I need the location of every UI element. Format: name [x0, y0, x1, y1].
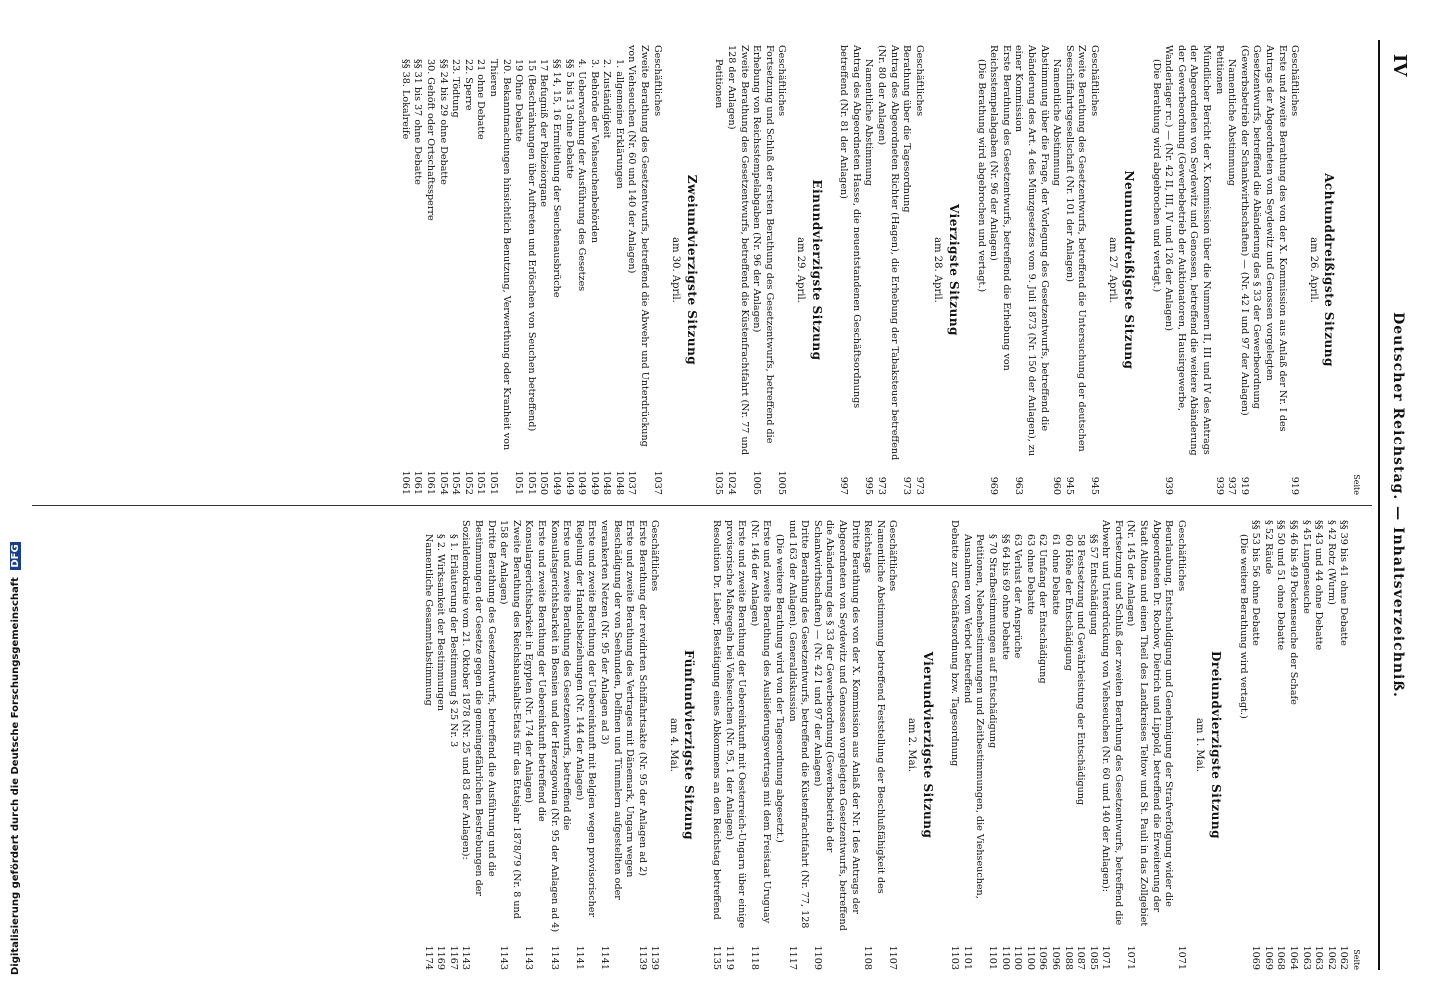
entry-text: §§ 5 bis 13 ohne Debatte — [563, 59, 575, 179]
entry-text: Erste und zweite Berathung der Uebereinkunft betreffend die Konsulargerichtsbarkeit in Egypten (Nr. 174 der Anlagen) — [523, 520, 547, 822]
page-number: IV — [1389, 54, 1410, 77]
entry-text: 23. Tödtung — [450, 59, 462, 118]
entry-page: 1101 — [961, 945, 973, 970]
entry-page: 1068 — [1275, 945, 1287, 970]
toc-entry — [524, 45, 537, 495]
session-heading — [904, 520, 933, 970]
entry-text: 62 Umfang der Entschädigung — [1037, 534, 1049, 684]
toc-entry — [600, 45, 613, 495]
digitization-credit — [8, 426, 30, 986]
entry-page: 1169 — [435, 945, 447, 970]
entry-page: 1051 — [487, 470, 499, 495]
toc-entry — [562, 45, 575, 495]
entry-page: 1050 — [538, 470, 550, 495]
entry-page: 1100 — [1024, 945, 1036, 970]
entry-text: 61 ohne Debatte — [1049, 534, 1061, 615]
entry-page: 1071 — [1100, 945, 1112, 970]
entry-text: Fortsetzung und Schluß der ersten Berathung des Gesetzentwurfs, betreffend die Erhebung von Reichsstempelabgaben (Nr. 96 der Anlagen) — [751, 45, 775, 444]
toc-entry — [750, 45, 775, 495]
toc-entry — [423, 45, 436, 495]
entry-page: 1062 — [1338, 945, 1350, 970]
entry-text: 20. Bekanntmachungen hinsichtlich Benutzung, Verwerthung oder Kranheit von Thieren — [487, 59, 512, 451]
session-heading — [1106, 45, 1135, 495]
entry-page: 963 — [1013, 476, 1025, 495]
toc-entry — [837, 45, 862, 495]
entry-text: Dritte Berathung des Gesetzentwurfs, betreffend die Küstenfrachtfahrt (Nr. 77, 128 und 163 der Anlagen). Generaldiskussion — [786, 520, 811, 929]
entry-page: 1069 — [1262, 945, 1274, 970]
entry-text: Namentliche Abstimmung betreffend Feststellung der Beschlußfähigkeit des Reichstags — [862, 520, 886, 894]
toc-entry — [1274, 520, 1287, 970]
toc-entry — [1249, 520, 1262, 970]
entry-text: Berathung über die Tagesordnung — [901, 45, 913, 213]
session-date: am 30. April. — [670, 237, 682, 303]
entry-text: 63 Verlust der Ansprüche — [1012, 534, 1024, 659]
toc-entry — [459, 520, 497, 970]
entry-page: 1141 — [573, 945, 585, 970]
entry-text: § 70 Strafbestimmungen auf Entschädigung — [986, 534, 998, 749]
entry-page: 997 — [838, 476, 850, 495]
toc-entry — [985, 520, 998, 970]
toc-entry — [549, 45, 562, 495]
toc-entry — [547, 520, 572, 970]
entry-text: §§ 53 bis 56 ohne Debatte — [1250, 520, 1262, 646]
entry-page: 960 — [1051, 476, 1063, 495]
toc-entry — [810, 520, 860, 970]
entry-text: §§ 31 bis 37 ohne Debatte — [412, 59, 424, 185]
toc-entry — [998, 520, 1011, 970]
entry-page: 1063 — [1300, 945, 1312, 970]
entry-page: 1051 — [525, 470, 537, 495]
entry-text: 3. Behörde der Viehseuchenbehörden — [588, 59, 600, 244]
entry-page: 1037 — [626, 470, 638, 495]
entry-text: Petitionen — [713, 59, 725, 109]
entry-text: §§ 14, 15, 16 Ermittelung der Seuchenausbrüche — [550, 59, 562, 298]
toc-entry — [411, 45, 424, 495]
entry-page: 1049 — [588, 470, 600, 495]
entry-page: 1063 — [1313, 945, 1325, 970]
entry-text: Erste und zweite Berathung des Auslieferungsvertrags mit dem Freistaat Uruguay (Nr. 146 der Anlagen) — [748, 520, 773, 924]
entry-text: § 52 Räude — [1262, 520, 1274, 575]
toc-entry — [724, 45, 749, 495]
seite-label: Seite — [1352, 949, 1361, 970]
toc-entry — [1299, 520, 1312, 970]
entry-text: § 45 Lungenseuche — [1300, 520, 1312, 614]
entry-text: Geschäftliches — [1289, 45, 1301, 117]
entry-page: 1069 — [1250, 945, 1262, 970]
entry-page: 1037 — [651, 470, 663, 495]
toc-entry — [712, 45, 725, 495]
entry-text: Zweite Berathung des Gesetzentwurfs, betreffend die Abwehr und Unterdrückung von Viehseuchen (Nr. 60 und 140 der Anlagen) — [626, 45, 651, 447]
entry-page: 1139 — [636, 945, 648, 970]
toc-entry — [1074, 520, 1087, 970]
entry-page: 973 — [901, 476, 913, 495]
entry-page: 1088 — [1062, 945, 1074, 970]
entry-page: 1054 — [450, 470, 462, 495]
credit-text — [10, 542, 21, 975]
toc-entry — [1062, 45, 1087, 495]
session-date: am 4. Mai. — [667, 718, 679, 772]
entry-text: (Die Berathung wird abgebrochen und vertagt.) — [975, 59, 987, 293]
entry-text: Geschäftliches — [776, 45, 788, 117]
toc-entry — [635, 520, 648, 970]
entry-text: Antrag des Abgeordneten Hasse, die neuentstandenen Geschäftsordnungs betreffend (Nr. 81 der Anlagen) — [838, 45, 862, 409]
toc-entry — [1286, 520, 1299, 970]
toc-entry — [421, 520, 434, 970]
toc-entry — [650, 45, 663, 495]
toc-entry — [747, 520, 772, 970]
toc-entry — [1288, 45, 1301, 495]
session-title: Achtunddreißigste Sitzung — [1322, 173, 1337, 367]
entry-page: 1108 — [862, 945, 874, 970]
entry-page: 1119 — [723, 945, 735, 970]
entry-page: 1005 — [776, 470, 788, 495]
entry-page: 1048 — [601, 470, 613, 495]
toc-entry — [987, 45, 1012, 495]
toc-entry — [587, 45, 600, 495]
toc-entry — [1011, 520, 1024, 970]
entry-text: Resolution Dr. Lieber, Bestätigung eines Abkommens an den Reichstag betreffend — [711, 520, 723, 920]
toc-entry — [1086, 520, 1099, 970]
toc-entry — [1149, 45, 1162, 495]
toc-entry — [512, 45, 525, 495]
toc-entry — [710, 520, 723, 970]
entry-page: 919 — [1289, 476, 1301, 495]
toc-entry — [974, 45, 987, 495]
entry-page: 1049 — [563, 470, 575, 495]
toc-entry — [1174, 520, 1187, 970]
session-title: Einundvierzigste Sitzung — [809, 179, 824, 361]
session-title: Dreiundvierzigste Sitzung — [1209, 650, 1224, 840]
toc-entry — [1124, 520, 1174, 970]
toc-entry — [1162, 45, 1212, 495]
entry-text: §§ 43 und 44 ohne Debatte — [1313, 520, 1325, 651]
entry-text: 58 Festsetzung und Gewährleistung der Entschädigung — [1075, 534, 1087, 806]
entry-text: Antrag des Abgeordneten Richter (Hagen), die Erhebung der Tabaksteuer betreffend (Nr. 80 der Anlagen) — [876, 45, 900, 461]
entry-text: (Die weitere Berathung wird vertagt.) — [1237, 534, 1249, 719]
entry-page: 1141 — [598, 945, 610, 970]
toc-entry — [1337, 520, 1350, 970]
toc-entry — [597, 520, 635, 970]
entry-page: 1049 — [550, 470, 562, 495]
entry-text: Geschäftliches — [651, 45, 663, 117]
entry-page: 1035 — [713, 470, 725, 495]
session-title: Fünfundvierzigste Sitzung — [682, 649, 697, 841]
entry-page: 1052 — [462, 470, 474, 495]
session-title: Vierundvierzigste Sitzung — [920, 651, 935, 839]
entry-page: 1101 — [986, 945, 998, 970]
toc-entry — [1237, 45, 1287, 495]
entry-text: 22. Sperre — [462, 59, 474, 111]
toc-entry — [1261, 520, 1274, 970]
entry-text: Abstimmung über die Frage, der Vorlegung des Gesetzentwurfs, betreffend die Abänderung des Art. 4 des Münzgesetzes vom 9. Juli 1873 (Nr. 150 der Anlagen), zu einer Kommission — [1013, 45, 1050, 457]
entry-page: 1054 — [437, 470, 449, 495]
toc-entry — [398, 45, 411, 495]
session-heading — [793, 45, 822, 495]
entry-text: (Die weitere Berathung wird von der Tagesordnung abgesetzt.) — [774, 534, 786, 843]
entry-text: Dritte Berathung des Gesetzentwurfs, betreffend die Ausführung und die Bestimmungen der Gesetze gegen die gemeingefährlichen Bestrebungen der Sozialdemokratie vom 21. Oktober 1878 (Nr. 25 und 83 der Anlagen): — [460, 520, 497, 897]
toc-entry — [960, 520, 985, 970]
toc-entry — [497, 520, 522, 970]
toc-entry — [612, 45, 625, 495]
entry-page: 1049 — [576, 470, 588, 495]
entry-text: Geschäftliches — [1088, 45, 1100, 117]
entry-text: Petitionen, Nebenbestimmungen und Zeitbestimmungen, die Viehseuchen, Ausnahmen vom Verbot betreffend — [961, 534, 986, 899]
toc-entry — [572, 520, 597, 970]
session-date: am 27. April. — [1107, 237, 1119, 303]
entry-page: 1061 — [399, 470, 411, 495]
session-heading — [1193, 520, 1222, 970]
entry-text: Erste Berathung des Gesetzentwurfs, betreffend die Erhebung von Reichsstempelabgaben (Nr. 96 der Anlagen) — [988, 45, 1012, 371]
session-date: am 1. Mai. — [1194, 718, 1206, 772]
session-heading — [669, 45, 698, 495]
entry-page: 1064 — [1288, 945, 1300, 970]
entry-text: Zweite Berathung des Reichshaushalts-Etats für das Etatsjahr 1878/79 (Nr. 8 und 158 der Anlagen) — [498, 520, 522, 919]
toc-entry — [1324, 520, 1337, 970]
toc-entry — [900, 45, 913, 495]
entry-page: 1143 — [498, 945, 510, 970]
entry-page: 1085 — [1087, 945, 1099, 970]
toc-entry — [912, 45, 925, 495]
entry-page: 1143 — [460, 945, 472, 970]
toc-entry — [874, 45, 899, 495]
entry-text: § 2. Wirksamkeit der Bestimmungen — [435, 534, 447, 711]
entry-page: 1062 — [1325, 945, 1337, 970]
session-heading — [931, 45, 960, 495]
entry-text: § 1. Erläuterung der Bestimmung § 25 Nr. 3 — [447, 534, 459, 748]
toc-entry — [862, 45, 875, 495]
toc-entry — [1012, 45, 1050, 495]
entry-page: 1051 — [475, 470, 487, 495]
running-title: Deutscher Reichstag. — Inhaltsverzeichniß. — [1390, 312, 1406, 698]
entry-page: 973 — [876, 476, 887, 495]
toc-entry — [722, 520, 747, 970]
entry-text: 15 (Beschränkungen über Auftreten und Erlöschen von Seuchen betreffend) — [525, 59, 537, 432]
entry-page: 937 — [1226, 476, 1238, 495]
entry-text: Namentliche Abstimmung — [1051, 59, 1063, 186]
entry-text: Erste und zweite Berathung der Uebereinkunft mit Belgien wegen provisorischer Regelung der Handelsbeziehungen (Nr. 144 der Anlagen) — [573, 520, 598, 918]
toc-entry — [1061, 520, 1074, 970]
entry-text: Namentliche Abstimmung — [863, 59, 875, 186]
entry-page: 1103 — [949, 945, 961, 970]
entry-text: Petitionen — [1213, 45, 1225, 95]
entry-text: Geschäftliches — [913, 45, 925, 117]
entry-text: Erste und zweite Berathung des Vertrages mit Dänemark, Ungarn wegen Beschädigung der von Seehunden, Delfinen und Tümmlern aufgestellten oder verankerten Netzen (Nr. 95 der Anlagen ad 3) — [598, 520, 636, 900]
toc-entry — [1212, 45, 1225, 495]
page-header — [1378, 40, 1410, 970]
toc-entry — [1050, 45, 1063, 495]
toc-entry — [625, 45, 650, 495]
entry-page: 1143 — [523, 945, 535, 970]
entry-page: 1061 — [425, 470, 436, 495]
entry-text: Erste und zweite Berathung der Uebereinkunft mit Oesterreich-Ungarn über einige provisorische Maßregeln bei Viehseuchen (Nr. 95, 1 der Anlagen) — [723, 520, 748, 929]
entry-page: 1139 — [649, 945, 661, 970]
toc-entry — [446, 520, 459, 970]
session-title: Vierzigste Sitzung — [946, 204, 961, 336]
toc-entry — [1087, 45, 1100, 495]
entry-text: 17 Befugniß der Polizeiorgane — [538, 59, 550, 207]
header-rule — [1378, 40, 1380, 970]
toc-entry — [1225, 45, 1238, 495]
entry-text: Beurlaubung, Entschuldigung und Genehmigung der Strafverfolgung wider die Abgeordneten Dr. Rochow, Dietrich und Lippold, betreffend die Erweiterung der Stadt Altona und einen Theil des Landkreises Teltow und St. Pauli in das Zollgebiet (Nr. 145 der Anlagen) — [1125, 520, 1175, 927]
toc-entry — [537, 45, 550, 495]
entry-text: Erste und zweite Berathung des Gesetzentwurfs, betreffend die Konsulatsgerichtsbarkeit in Bosnien und der Herzegowina (Nr. 95 der Anlagen ad 4) — [548, 520, 573, 933]
entry-page: 939 — [1213, 476, 1225, 495]
entry-page: 969 — [988, 476, 1000, 495]
toc-entry — [1236, 520, 1249, 970]
toc-entry — [772, 520, 785, 970]
entry-text: Namentliche Abstimmung — [1226, 59, 1238, 186]
entry-page: 1087 — [1075, 945, 1087, 970]
toc-entry — [785, 520, 810, 970]
entry-text: Geschäftliches — [649, 520, 661, 592]
entry-page: 1096 — [1037, 945, 1049, 970]
toc-entry — [474, 45, 487, 495]
right-column — [421, 520, 1362, 970]
entry-text: Zweite Berathung des Gesetzentwurfs, betreffend die Küstenfrachtfahrt (Nr. 77 und 128 der Anlagen) — [726, 45, 750, 455]
entry-page: 1109 — [811, 945, 823, 970]
entry-text: 60 Höhe der Entschädigung — [1062, 534, 1074, 671]
entry-page: 973 — [913, 476, 925, 495]
entry-text: Mündlicher Bericht der X. Kommission über die Nummern II, III und IV des Antrags der Abgeordneten von Seydewitz und Genossen, betreffend die weitere Abänderung der Gewerbeordnung (Gewerbebetrieb der Auktionatoren, Hausirgewerbe, Wanderlager rc.) — (Nr. 42 II, III, IV und 126 der Anlagen) — [1163, 45, 1213, 456]
entry-page: 1051 — [513, 470, 525, 495]
credit-label: Digitalisierung gefördert durch die Deutsche Forschungsgemeinschaft — [10, 577, 21, 975]
entry-page: 1174 — [422, 945, 434, 970]
entry-page: 945 — [1088, 476, 1100, 495]
toc-entry — [461, 45, 474, 495]
entry-text: §§ 50 und 51 ohne Debatte — [1275, 520, 1287, 651]
toc-entry — [775, 45, 788, 495]
entry-text: §§ 57 Entschädigung — [1087, 534, 1099, 635]
entry-page: 1100 — [999, 945, 1011, 970]
entry-text: 21 ohne Debatte — [475, 59, 487, 140]
session-date: am 29. April. — [795, 237, 807, 303]
session-date: am 26. April. — [1307, 237, 1319, 303]
entry-text: 2. Zuständigkeit — [601, 59, 613, 139]
toc-entry — [948, 520, 961, 970]
session-date: am 2. Mai. — [906, 718, 917, 772]
column-divider — [32, 505, 1372, 506]
seite-label: Seite — [1352, 474, 1361, 495]
session-date: am 28. April. — [932, 237, 944, 303]
entry-text: (Die Berathung wird abgebrochen und vertagt.) — [1150, 59, 1162, 293]
toc-entry — [648, 520, 661, 970]
entry-page: 945 — [1063, 476, 1075, 495]
toc-entry — [861, 520, 886, 970]
entry-page: 1048 — [613, 470, 625, 495]
entry-page: 1167 — [447, 945, 459, 970]
session-title: Neununddreißigste Sitzung — [1122, 170, 1137, 370]
entry-text: §§ 24 bis 29 ohne Debatte — [437, 59, 449, 185]
entry-text: 30. Gehöft oder Ortschaftssperre — [425, 59, 436, 221]
entry-page: 1135 — [711, 945, 723, 970]
entry-page: 1096 — [1049, 945, 1061, 970]
entry-text: Zweite Berathung des Gesetzentwurfs, betreffend die Untersuchung der deutschen Seeschiffahrtsgesellschaft (Nr. 101 der Anlagen) — [1063, 45, 1088, 452]
entry-page: 919 — [1238, 476, 1250, 495]
toc-entry — [1312, 520, 1325, 970]
toc-entry — [434, 520, 447, 970]
toc-entry — [1036, 520, 1049, 970]
session-heading — [666, 520, 695, 970]
entry-page: 1107 — [887, 945, 899, 970]
entry-text: §§ 38. Lokalreife — [399, 59, 411, 140]
entry-page: 1061 — [412, 470, 424, 495]
toc-entry — [575, 45, 588, 495]
toc-entry — [486, 45, 511, 495]
entry-text: § 42 Rotz (Wurm) — [1325, 520, 1337, 605]
entry-text: §§ 46 bis 49 Pockenseuche der Schafe — [1288, 520, 1300, 705]
session-heading — [1306, 45, 1335, 495]
left-column — [398, 45, 1362, 495]
toc-entry — [1023, 520, 1036, 970]
toc-entry — [886, 520, 899, 970]
entry-text: Namentliche Gesammtabstimmung — [422, 534, 434, 706]
entry-page: 1071 — [1125, 945, 1137, 970]
entry-text: Debatte zur Geschäftsordnung bzw. Tagesordnung — [949, 520, 961, 767]
toc-entry — [1099, 520, 1124, 970]
entry-page: 1100 — [1012, 945, 1024, 970]
entry-page: 1117 — [786, 945, 798, 970]
entry-text: Dritte Berathung des von der X. Kommission aus Anlaß der Nr. I des Antrags der Abgeordneten von Seydewitz und Genossen vorgelegten Gesetzentwurfs, betreffend die Abänderung des § 33 der Gewerbeordnung (Gewerbsbetrieb der Schankwirthschaften) — (Nr. 42 I und 97 der Anlagen) — [811, 520, 861, 931]
entry-page: 939 — [1163, 476, 1175, 495]
entry-page: 995 — [863, 476, 875, 495]
toc-entry — [436, 45, 449, 495]
entry-text: Erste und zweite Berathung des von der X. Kommission aus Anlaß der Nr. I des Antrags der Abgeordneten von Seydewitz und Genossen vorgelegten Gesetzentwurfs, betreffend die Abänderung des § 33 der Gewerbeordnung (Gewerbsbetrieb der Schankwirthschaften) — (Nr. 42 I und 97 der Anlagen) — [1238, 45, 1288, 432]
dfg-logo: DFG — [10, 544, 21, 568]
entry-text: §§ 64 bis 69 ohne Debatte — [999, 534, 1011, 660]
entry-text: 1. allgemeine Erklärungen — [613, 59, 625, 189]
entry-text: 19 Ohne Debatte — [513, 59, 525, 142]
entry-page: 1005 — [751, 470, 763, 495]
entry-text: 4. Ueberwachung der Ausführung des Gesetzes — [576, 59, 588, 292]
toc-entry — [1048, 520, 1061, 970]
session-title: Zweiundvierzigste Sitzung — [684, 174, 699, 366]
entry-page: 1143 — [548, 945, 560, 970]
toc-entry — [449, 45, 462, 495]
entry-page: 1024 — [726, 470, 738, 495]
entry-text: 63 ohne Debatte — [1024, 534, 1036, 615]
entry-text: Erste Berathung der revidirten Schiffahrtsakte (Nr. 95 der Anlagen ad 2) — [636, 520, 648, 877]
entry-text: Fortsetzung und Schluß der zweiten Berathung des Gesetzentwurfs, betreffend die Abwehr und Unterdrückung von Viehseuchen (Nr. 60 und 140 der Anlagen): — [1100, 520, 1124, 926]
entry-page: 1071 — [1175, 945, 1187, 970]
toc-entry — [522, 520, 547, 970]
entry-page: 1118 — [748, 945, 760, 970]
entry-text: Geschäftliches — [887, 520, 899, 592]
entry-text: Geschäftliches — [1175, 520, 1187, 592]
entry-text: §§ 39 bis 41 ohne Debatte — [1338, 520, 1350, 646]
